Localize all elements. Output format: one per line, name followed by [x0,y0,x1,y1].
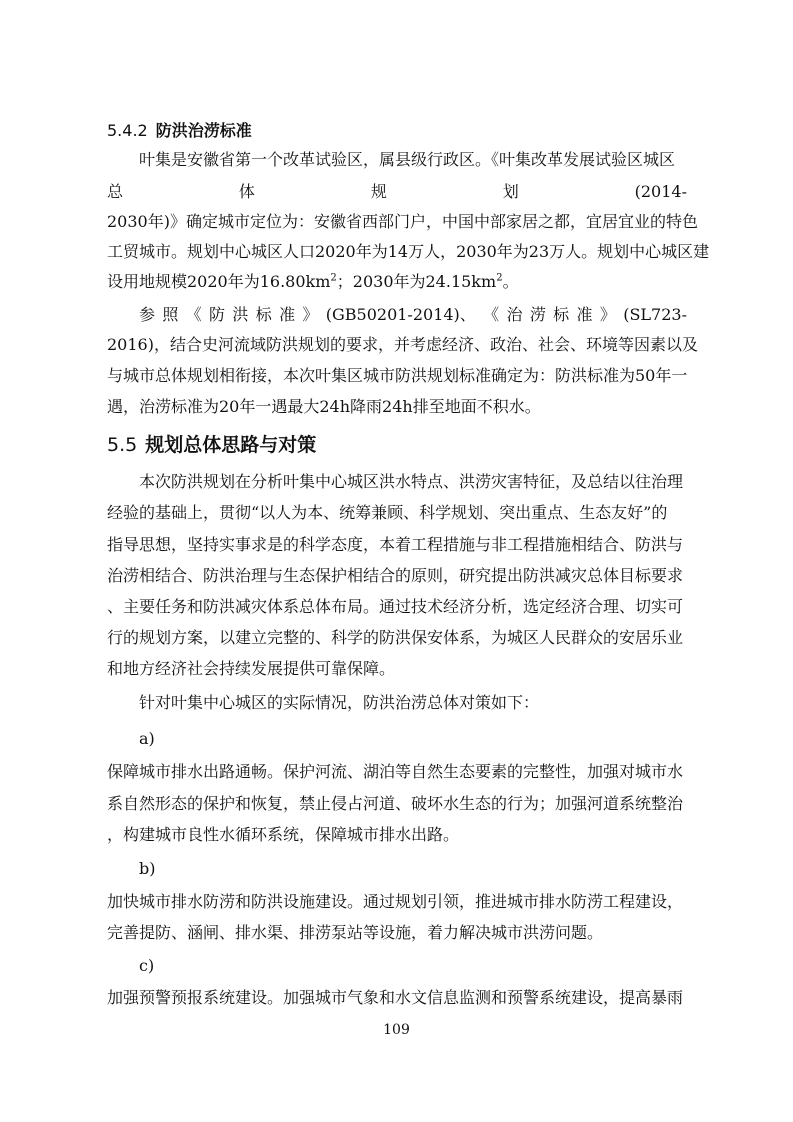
paragraph-line: 与城市总体规划相衔接，本次叶集区城市防洪规划标准确定为：防洪标准为50年一 [107,366,688,385]
word: 标 [255,305,272,324]
paragraph-line-justified [107,182,687,202]
paragraph-line: 本次防洪规划在分析叶集中心城区洪水特点、洪涝灾害特征，及总结以往治理 [139,472,684,491]
paragraph-line: ，构建城市良性水循环系统，保障城市排水出路。 [107,825,460,844]
word: (2014- [634,182,687,201]
word: 防 [209,305,226,324]
word: 《 [483,305,500,324]
superscript: 2 [330,272,337,284]
paragraph-line: 治涝相结合、防洪治理与生态保护相结合的原则，研究提出防洪减灾总体目标要求 [107,566,684,585]
word: 治 [506,305,523,324]
paragraph-line: 遇，治涝标准为20年一遇最大24h降雨24h排至地面不积水。 [107,397,541,416]
paragraph-line: 和地方经济社会持续发展提供可靠保障。 [107,659,396,678]
word: 涝 [529,305,546,324]
paragraph-line: 2030年)》确定城市定位为：安徽省西部门户，中国中部家居之都，宜居宜业的特色 [107,212,698,231]
paragraph-line: 保障城市排水出路通畅。保护河流、湖泊等自然生态要素的完整性，加强对城市水 [107,762,684,781]
section-heading-5-5 [107,430,316,457]
text-run: ；2030年为24.15km [336,272,497,291]
paragraph-line: 针对叶集中心城区的实际情况，防洪治涝总体对策如下： [139,693,540,712]
page-number: 109 [383,1022,410,1038]
word: 标 [553,305,570,324]
section-title: 规划总体思路与对策 [145,434,317,456]
paragraph-line-justified [139,305,687,325]
word: (SL723- [623,305,687,324]
word: (GB50201-2014)、 [325,305,476,324]
word: 洪 [232,305,249,324]
paragraph-line: 工贸城市。规划中心城区人口2020年为14万人，2030年为23万人。规划中心城区建 [107,242,710,261]
paragraph-line: 经验的基础上，贯彻“以人为本、统筹兼顾、科学规划、突出重点、生态友好”的 [107,503,668,522]
paragraph-line: 加快城市排水防涝和防洪设施建设。通过规划引领，推进城市排水防涝工程建设， [107,892,684,911]
word: 《 [185,305,202,324]
text-run: 。 [502,272,519,291]
word: 体 [238,182,255,201]
list-item-label: b) [139,859,156,878]
section-number: 5.5 [107,434,138,456]
word: 照 [162,305,179,324]
superscript: 2 [496,272,503,284]
word: 总 [107,182,124,201]
paragraph-line: 2016)，结合史河流域防洪规划的要求，并考虑经济、政治、社会、环境等因素以及 [107,335,698,354]
text-run: 设用地规模2020年为16.80km [107,272,331,291]
paragraph-line: 指导思想，坚持实事求是的科学态度，本着工程措施与非工程措施相结合、防洪与 [107,535,684,554]
section-title: 防洪治涝标准 [155,121,252,140]
word: 》 [302,305,319,324]
paragraph-line [107,272,687,292]
list-item-label: a) [139,729,155,748]
word: 准 [279,305,296,324]
paragraph-line: 加强预警预报系统建设。加强城市气象和水文信息监测和预警系统建设，提高暴雨 [107,988,684,1007]
section-number: 5.4.2 [107,121,148,140]
paragraph-line: 完善提防、涵闸、排水渠、排涝泵站等设施，着力解决城市洪涝问题。 [107,923,604,942]
paragraph-line: 行的规划方案，以建立完整的、科学的防洪保安体系，为城区人民群众的安居乐业 [107,628,684,647]
word: 准 [576,305,593,324]
list-item-label: c) [139,956,155,975]
paragraph-line: 叶集是安徽省第一个改革试验区，属县级行政区。《叶集改革发展试验区城区 [139,150,676,169]
word: 规 [370,182,387,201]
word: 参 [139,305,156,324]
paragraph-line: 系自然形态的保护和恢复，禁止侵占河道、破坏水生态的行为；加强河道系统整治 [107,794,684,813]
word: 》 [599,305,616,324]
section-heading-5-4-2 [107,118,252,141]
paragraph-line: 、主要任务和防洪减灾体系总体布局。通过技术经济分析，选定经济合理、切实可 [107,597,684,616]
word: 划 [502,182,519,201]
